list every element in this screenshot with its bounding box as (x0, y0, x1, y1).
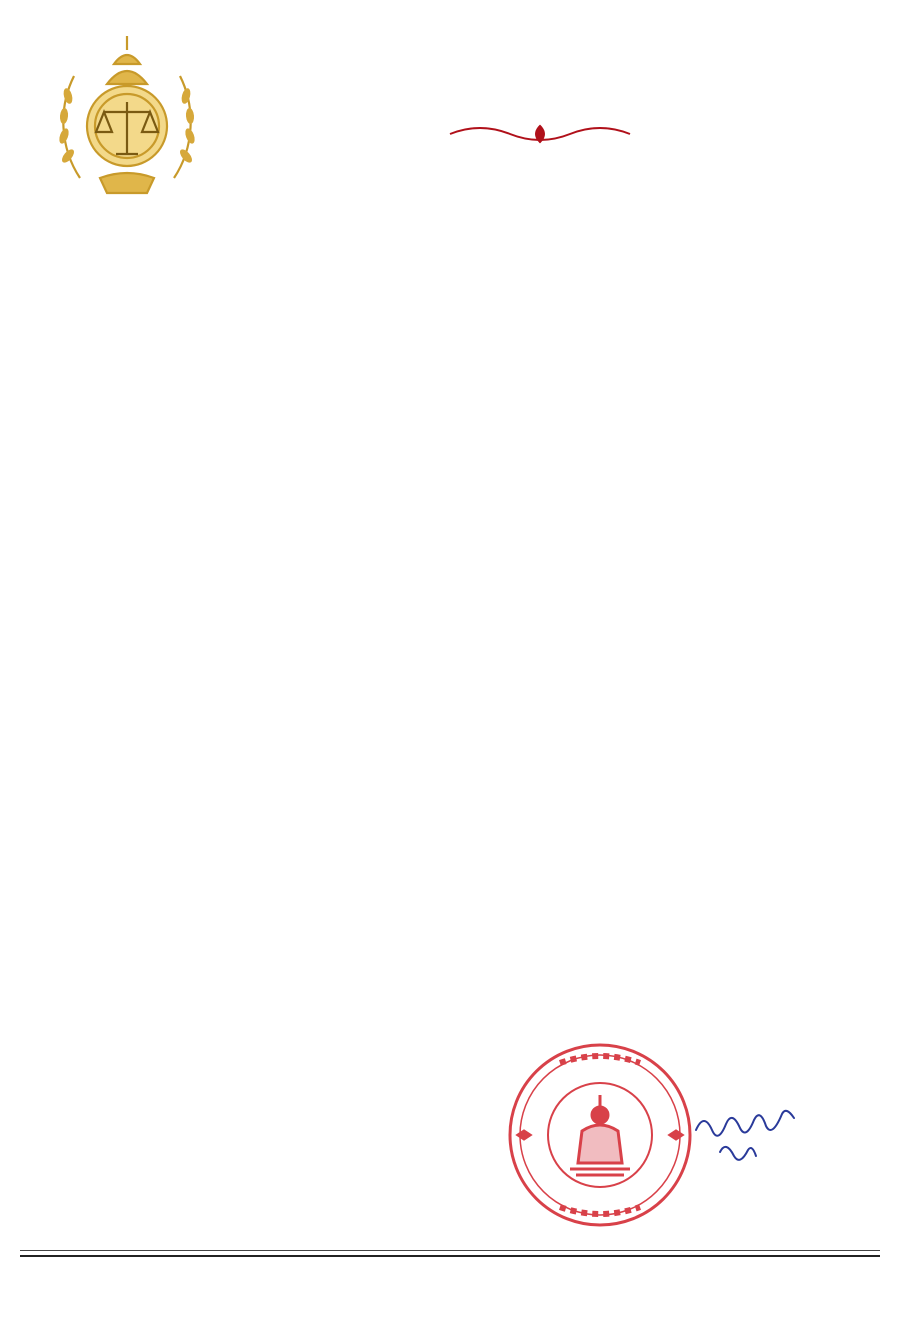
court-seal-stamp-icon (500, 1035, 700, 1235)
letter-body (68, 350, 838, 990)
handwritten-signature-icon (690, 1100, 800, 1180)
footer-divider (20, 1255, 880, 1257)
footer-divider (20, 1250, 880, 1251)
tiger-tail-ornament-icon (440, 122, 640, 146)
royal-court-emblem-icon (52, 28, 202, 203)
